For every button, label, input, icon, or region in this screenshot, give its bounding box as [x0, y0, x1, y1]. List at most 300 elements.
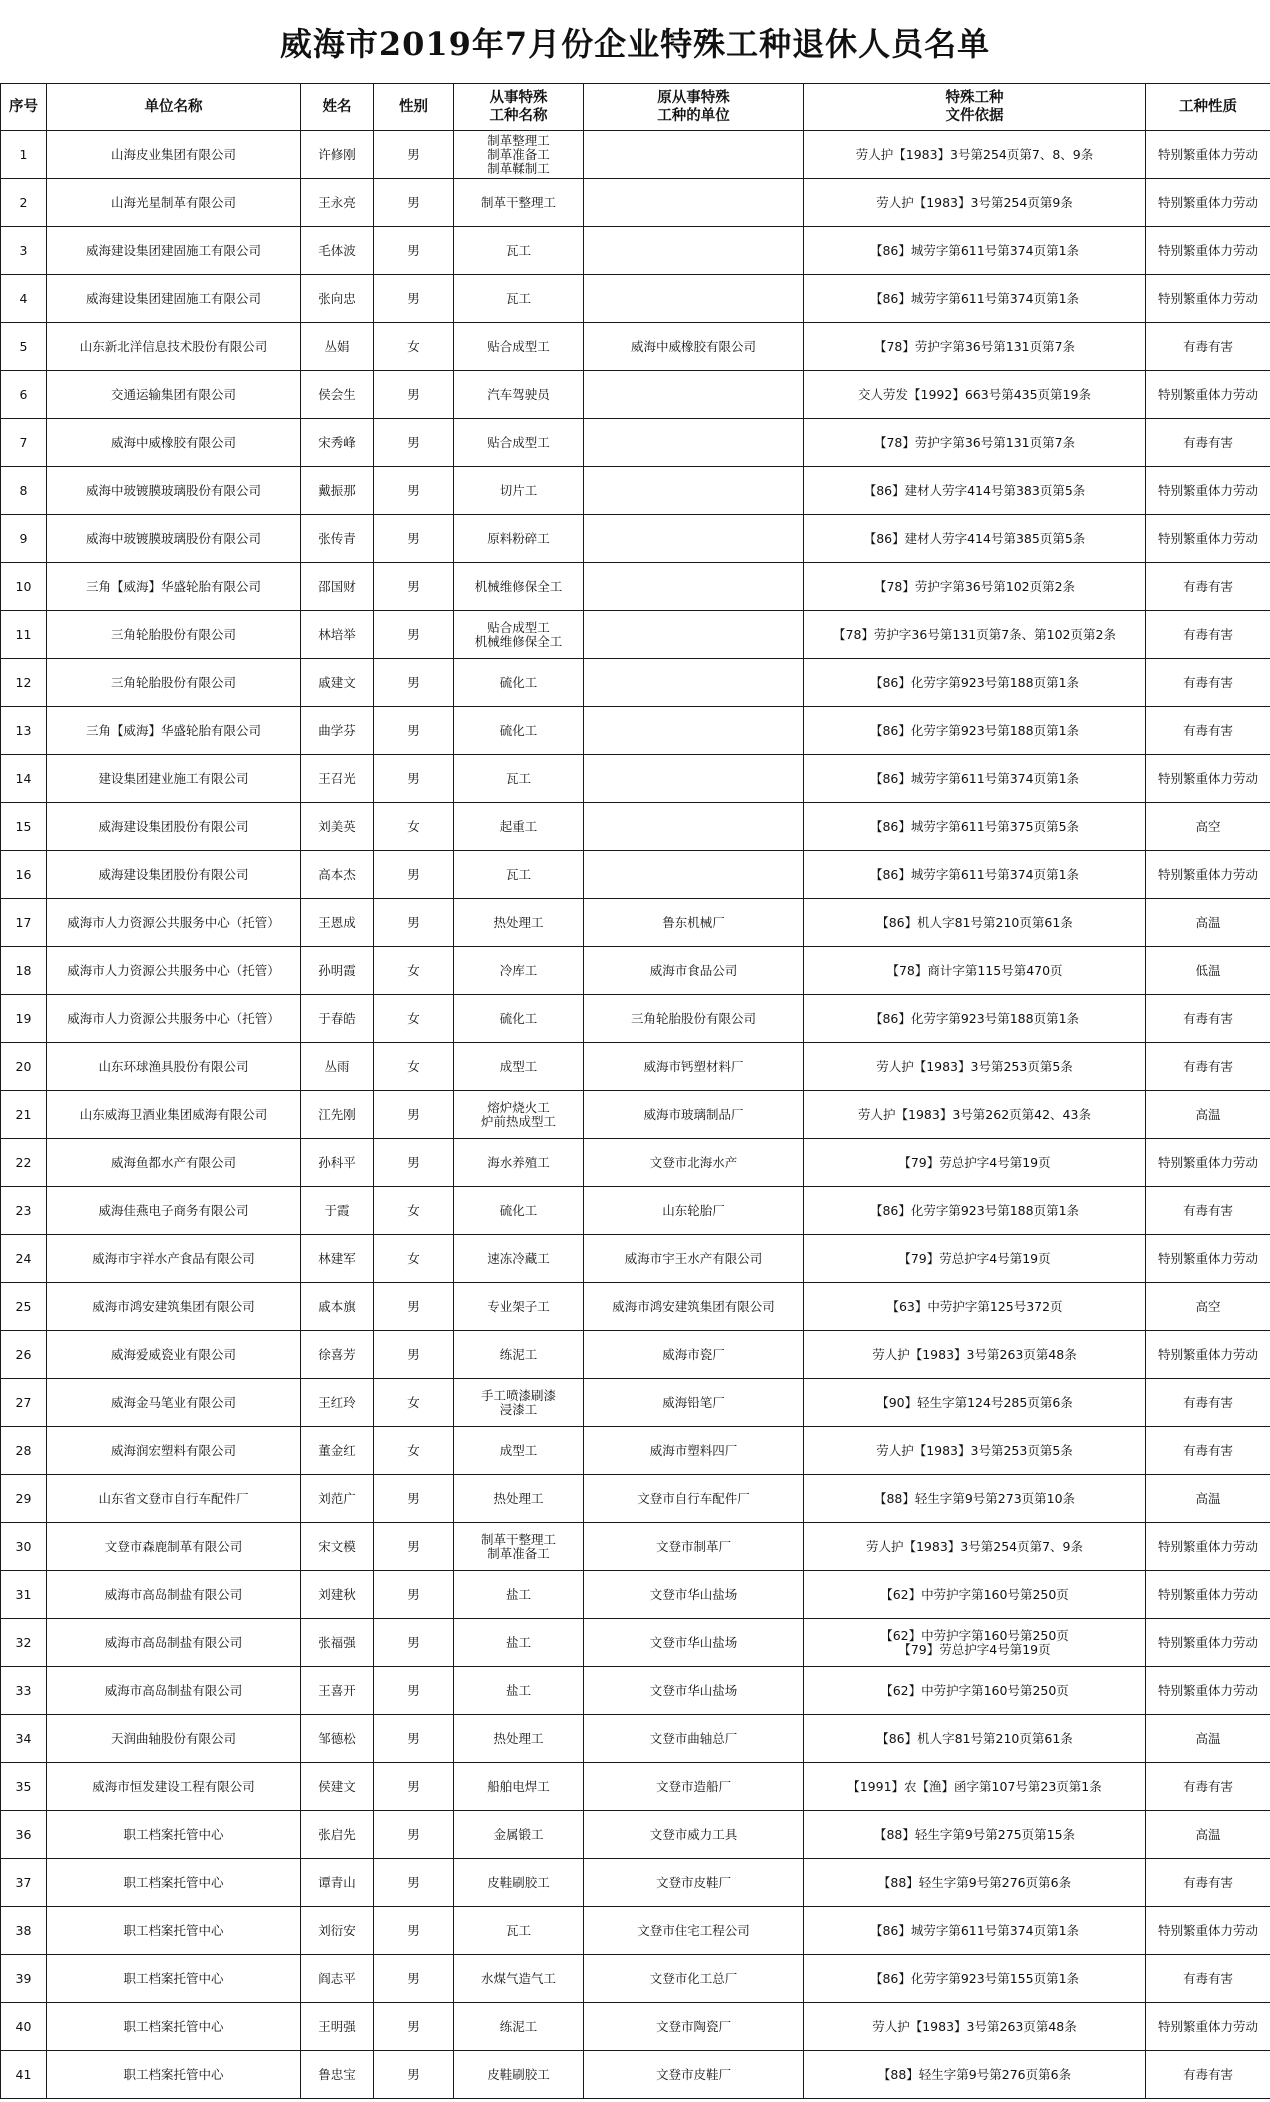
document-basis-cell [804, 371, 1146, 419]
job-name-cell [454, 371, 584, 419]
unit-name-cell [47, 1571, 301, 1619]
original-unit-cell [584, 707, 804, 755]
person-name-value: 刘衍安 [318, 1922, 356, 1938]
document-basis-value: 【79】劳总护字4号第19页 [898, 1250, 1051, 1266]
document-basis-cell [804, 611, 1146, 659]
gender-value: 男 [407, 290, 420, 306]
person-name-value: 丛娟 [324, 338, 350, 354]
gender-cell [374, 1667, 454, 1715]
index-cell [1, 467, 47, 515]
gender-value: 男 [407, 722, 420, 738]
original-unit-cell [584, 179, 804, 227]
original-unit-value: 文登市华山盐场 [649, 1682, 738, 1698]
document-basis-value: 劳人护【1983】3号第253页第5条 [876, 1442, 1073, 1458]
job-nature-cell [1146, 659, 1270, 707]
document-basis-value: 【86】化劳字第923号第188页第1条 [869, 722, 1080, 738]
job-nature-value: 有毒有害 [1182, 1394, 1233, 1410]
job-nature-value: 有毒有害 [1182, 1970, 1233, 1986]
job-name-cell [454, 275, 584, 323]
gender-value: 男 [407, 866, 420, 882]
table-row [1, 1715, 1270, 1763]
unit-name-value: 威海市高岛制盐有限公司 [104, 1634, 243, 1650]
gender-cell [374, 1955, 454, 2003]
job-name-cell [454, 1043, 584, 1091]
document-basis-cell [804, 947, 1146, 995]
job-nature-cell [1146, 1715, 1270, 1763]
job-nature-cell [1146, 947, 1270, 995]
job-nature-value: 高温 [1195, 1106, 1221, 1122]
document-basis-cell [804, 275, 1146, 323]
job-nature-cell [1146, 323, 1270, 371]
job-nature-value: 特别繁重体力劳动 [1157, 1250, 1258, 1266]
job-nature-value: 特别繁重体力劳动 [1157, 1346, 1258, 1362]
gender-value: 男 [407, 434, 420, 450]
original-unit-value: 威海市食品公司 [649, 962, 738, 978]
job-name-cell [454, 611, 584, 659]
job-nature-cell [1146, 563, 1270, 611]
document-basis-value: 劳人护【1983】3号第254页第7、8、9条 [855, 146, 1094, 162]
gender-value: 女 [407, 1058, 420, 1074]
header-row [1, 84, 1270, 131]
job-nature-cell [1146, 467, 1270, 515]
col-person-name-header-label: 姓名 [322, 99, 352, 115]
original-unit-cell [584, 1427, 804, 1475]
job-name-value: 硫化工 [499, 722, 538, 738]
index-value: 13 [15, 722, 32, 738]
unit-name-cell [47, 995, 301, 1043]
gender-value: 男 [407, 242, 420, 258]
original-unit-cell [584, 1763, 804, 1811]
index-cell [1, 227, 47, 275]
document-basis-cell [804, 1283, 1146, 1331]
person-name-cell [301, 1475, 374, 1523]
document-basis-value: 劳人护【1983】3号第262页第42、43条 [858, 1106, 1091, 1122]
original-unit-value: 山东轮胎厂 [662, 1202, 725, 1218]
job-name-value: 速冻冷藏工 [487, 1250, 550, 1266]
document-basis-value: 【86】城劳字第611号第374页第1条 [869, 242, 1080, 258]
gender-cell [374, 1715, 454, 1763]
document-basis-value: 劳人护【1983】3号第254页第9条 [876, 194, 1073, 210]
document-basis-cell [804, 323, 1146, 371]
table-row [1, 1379, 1270, 1427]
index-value: 16 [15, 866, 32, 882]
unit-name-cell [47, 803, 301, 851]
job-name-value: 制革整理工 制革准备工 制革鞣制工 [487, 132, 550, 176]
original-unit-value: 威海市玻璃制品厂 [643, 1106, 744, 1122]
unit-name-value: 职工档案托管中心 [123, 2066, 224, 2082]
job-name-cell [454, 467, 584, 515]
person-name-cell [301, 851, 374, 899]
unit-name-value: 威海爱威瓷业有限公司 [110, 1346, 236, 1362]
col-job-name-header-label: 从事特殊 工种名称 [489, 90, 548, 124]
original-unit-cell [584, 1331, 804, 1379]
job-nature-value: 有毒有害 [1182, 1058, 1233, 1074]
person-name-value: 宋秀峰 [318, 434, 356, 450]
table-row [1, 371, 1270, 419]
job-nature-value: 高温 [1195, 1730, 1221, 1746]
unit-name-cell [47, 1955, 301, 2003]
unit-name-cell [47, 1187, 301, 1235]
index-value: 10 [15, 578, 32, 594]
job-name-cell [454, 995, 584, 1043]
job-name-cell [454, 1859, 584, 1907]
document-basis-value: 【86】化劳字第923号第155页第1条 [869, 1970, 1080, 1986]
original-unit-value: 文登市自行车配件厂 [637, 1490, 750, 1506]
index-value: 32 [15, 1634, 32, 1650]
document-basis-value: 【62】中劳护字第160号第250页 [880, 1682, 1069, 1698]
index-cell [1, 1187, 47, 1235]
original-unit-cell [584, 1187, 804, 1235]
unit-name-value: 威海市鸿安建筑集团有限公司 [92, 1298, 255, 1314]
job-name-value: 硫化工 [499, 1010, 538, 1026]
job-nature-value: 特别繁重体力劳动 [1157, 1634, 1258, 1650]
index-value: 41 [15, 2066, 32, 2082]
index-value: 22 [15, 1154, 32, 1170]
gender-cell [374, 467, 454, 515]
job-nature-value: 有毒有害 [1182, 1778, 1233, 1794]
person-name-cell [301, 947, 374, 995]
job-name-value: 起重工 [499, 818, 538, 834]
person-name-value: 张向忠 [318, 290, 356, 306]
person-name-cell [301, 995, 374, 1043]
gender-cell [374, 275, 454, 323]
document-basis-cell [804, 1619, 1146, 1667]
job-name-cell [454, 1619, 584, 1667]
unit-name-value: 三角【威海】华盛轮胎有限公司 [85, 578, 261, 594]
job-name-value: 贴合成型工 机械维修保全工 [474, 619, 563, 649]
gender-value: 男 [407, 914, 420, 930]
index-cell [1, 1571, 47, 1619]
index-value: 26 [15, 1346, 32, 1362]
job-nature-value: 特别繁重体力劳动 [1157, 242, 1258, 258]
original-unit-value: 三角轮胎股份有限公司 [630, 1010, 756, 1026]
gender-cell [374, 947, 454, 995]
original-unit-cell [584, 1667, 804, 1715]
unit-name-cell [47, 1859, 301, 1907]
job-nature-value: 有毒有害 [1182, 674, 1233, 690]
job-name-value: 熔炉烧火工 炉前热成型工 [480, 1099, 556, 1129]
table-row [1, 1619, 1270, 1667]
job-name-value: 成型工 [499, 1058, 538, 1074]
index-cell [1, 851, 47, 899]
gender-value: 男 [407, 1970, 420, 1986]
index-cell [1, 515, 47, 563]
original-unit-value: 文登市华山盐场 [649, 1586, 738, 1602]
person-name-value: 邹德松 [318, 1730, 356, 1746]
document-basis-value: 【78】劳护字第36号第131页第7条 [873, 434, 1076, 450]
person-name-cell [301, 1907, 374, 1955]
gender-cell [374, 1331, 454, 1379]
document-basis-value: 【86】建材人劳字414号第383页第5条 [863, 482, 1086, 498]
job-nature-cell [1146, 419, 1270, 467]
document-basis-cell [804, 755, 1146, 803]
gender-cell [374, 1043, 454, 1091]
table-row [1, 1475, 1270, 1523]
job-name-cell [454, 1475, 584, 1523]
job-name-cell [454, 1763, 584, 1811]
unit-name-cell [47, 1427, 301, 1475]
index-cell [1, 1139, 47, 1187]
original-unit-cell [584, 2051, 804, 2099]
document-basis-value: 【88】轻生字第9号第276页第6条 [877, 2066, 1072, 2082]
gender-value: 男 [407, 674, 420, 690]
gender-cell [374, 227, 454, 275]
job-name-value: 盐工 [505, 1586, 531, 1602]
col-job-nature-header-label: 工种性质 [1179, 99, 1237, 115]
job-nature-value: 特别繁重体力劳动 [1157, 530, 1258, 546]
table-row [1, 2003, 1270, 2051]
job-nature-value: 有毒有害 [1182, 722, 1233, 738]
document-basis-cell [804, 1715, 1146, 1763]
gender-value: 男 [407, 770, 420, 786]
job-name-value: 瓦工 [505, 242, 531, 258]
index-value: 28 [15, 1442, 32, 1458]
job-nature-cell [1146, 1235, 1270, 1283]
original-unit-cell [584, 1139, 804, 1187]
table-row [1, 1427, 1270, 1475]
original-unit-value: 文登市皮鞋厂 [655, 2066, 731, 2082]
unit-name-value: 威海建设集团建固施工有限公司 [85, 242, 261, 258]
job-name-value: 制革干整理工 制革准备工 [480, 1531, 556, 1561]
job-name-cell [454, 1955, 584, 2003]
person-name-cell [301, 1859, 374, 1907]
index-cell [1, 995, 47, 1043]
original-unit-cell [584, 1475, 804, 1523]
table-row [1, 131, 1270, 179]
job-nature-value: 有毒有害 [1182, 1442, 1233, 1458]
table-row [1, 1139, 1270, 1187]
job-name-cell [454, 1907, 584, 1955]
original-unit-value: 文登市华山盐场 [649, 1634, 738, 1650]
gender-cell [374, 1619, 454, 1667]
index-cell [1, 1859, 47, 1907]
original-unit-cell [584, 1043, 804, 1091]
gender-value: 男 [407, 1826, 420, 1842]
person-name-cell [301, 2003, 374, 2051]
job-name-value: 瓦工 [505, 770, 531, 786]
gender-value: 女 [407, 1394, 420, 1410]
job-name-value: 海水养殖工 [487, 1154, 550, 1170]
person-name-cell [301, 1955, 374, 2003]
gender-cell [374, 515, 454, 563]
gender-cell [374, 1859, 454, 1907]
job-nature-value: 高空 [1195, 818, 1221, 834]
job-name-cell [454, 1715, 584, 1763]
unit-name-value: 职工档案托管中心 [123, 1874, 224, 1890]
job-nature-value: 特别繁重体力劳动 [1157, 770, 1258, 786]
person-name-cell [301, 899, 374, 947]
gender-cell [374, 2051, 454, 2099]
job-nature-value: 有毒有害 [1182, 578, 1233, 594]
index-cell [1, 371, 47, 419]
table-row [1, 1283, 1270, 1331]
unit-name-cell [47, 1763, 301, 1811]
person-name-value: 高本杰 [318, 866, 356, 882]
document-basis-value: 【86】化劳字第923号第188页第1条 [869, 1010, 1080, 1026]
index-cell [1, 323, 47, 371]
job-name-value: 练泥工 [499, 2018, 538, 2034]
job-name-value: 瓦工 [505, 866, 531, 882]
person-name-value: 侯建文 [318, 1778, 356, 1794]
person-name-cell [301, 1235, 374, 1283]
document-basis-value: 【78】劳护字36号第131页第7条、第102页第2条 [833, 626, 1116, 642]
table-row [1, 323, 1270, 371]
document-basis-cell [804, 515, 1146, 563]
original-unit-value: 鲁东机械厂 [662, 914, 725, 930]
document-basis-value: 劳人护【1983】3号第253页第5条 [876, 1058, 1073, 1074]
job-nature-cell [1146, 1523, 1270, 1571]
index-cell [1, 1331, 47, 1379]
gender-value: 男 [407, 194, 420, 210]
job-name-value: 机械维修保全工 [474, 578, 563, 594]
job-name-cell [454, 755, 584, 803]
job-name-cell [454, 515, 584, 563]
document-basis-cell [804, 1379, 1146, 1427]
job-name-cell [454, 803, 584, 851]
original-unit-cell [584, 1283, 804, 1331]
col-unit-name-header-label: 单位名称 [144, 99, 203, 115]
person-name-value: 于春皓 [318, 1010, 356, 1026]
gender-value: 男 [407, 578, 420, 594]
original-unit-cell [584, 1523, 804, 1571]
unit-name-value: 职工档案托管中心 [123, 1970, 224, 1986]
document-basis-cell [804, 1475, 1146, 1523]
index-cell [1, 563, 47, 611]
gender-value: 男 [407, 530, 420, 546]
table-row [1, 1331, 1270, 1379]
job-name-value: 船舶电焊工 [487, 1778, 550, 1794]
job-nature-cell [1146, 1571, 1270, 1619]
document-basis-cell [804, 2051, 1146, 2099]
document-basis-cell [804, 1859, 1146, 1907]
person-name-value: 侯会生 [318, 386, 356, 402]
unit-name-value: 职工档案托管中心 [123, 2018, 224, 2034]
job-nature-value: 有毒有害 [1182, 2066, 1233, 2082]
gender-cell [374, 1763, 454, 1811]
job-name-value: 汽车驾驶员 [487, 386, 550, 402]
job-nature-value: 有毒有害 [1182, 1010, 1233, 1026]
document-basis-value: 【86】城劳字第611号第374页第1条 [869, 770, 1080, 786]
gender-value: 女 [407, 338, 420, 354]
document-basis-value: 【86】化劳字第923号第188页第1条 [869, 1202, 1080, 1218]
document-basis-cell [804, 1763, 1146, 1811]
job-nature-value: 特别繁重体力劳动 [1157, 146, 1258, 162]
gender-value: 男 [407, 386, 420, 402]
table-body [1, 131, 1270, 2099]
document-basis-cell [804, 899, 1146, 947]
index-value: 21 [15, 1106, 32, 1122]
gender-value: 男 [407, 1586, 420, 1602]
person-name-value: 戚建文 [318, 674, 356, 690]
retiree-table [0, 83, 1270, 2099]
gender-value: 女 [407, 1202, 420, 1218]
job-name-cell [454, 1427, 584, 1475]
gender-value: 男 [407, 1922, 420, 1938]
col-gender-header [374, 84, 454, 131]
gender-cell [374, 1283, 454, 1331]
gender-cell [374, 371, 454, 419]
document-basis-value: 劳人护【1983】3号第254页第7、9条 [865, 1538, 1084, 1554]
gender-cell [374, 1427, 454, 1475]
index-cell [1, 1619, 47, 1667]
index-value: 27 [15, 1394, 32, 1410]
unit-name-cell [47, 1667, 301, 1715]
original-unit-cell [584, 563, 804, 611]
original-unit-value: 文登市制革厂 [655, 1538, 731, 1554]
person-name-value: 王召光 [318, 770, 356, 786]
original-unit-value: 文登市陶瓷厂 [655, 2018, 731, 2034]
index-value: 39 [15, 1970, 32, 1986]
job-nature-cell [1146, 1427, 1270, 1475]
person-name-cell [301, 659, 374, 707]
person-name-cell [301, 1571, 374, 1619]
original-unit-cell [584, 2003, 804, 2051]
index-value: 9 [19, 530, 28, 546]
gender-value: 女 [407, 818, 420, 834]
job-nature-value: 特别繁重体力劳动 [1157, 290, 1258, 306]
person-name-value: 张启先 [318, 1826, 356, 1842]
person-name-cell [301, 803, 374, 851]
original-unit-value: 威海市鸿安建筑集团有限公司 [612, 1298, 775, 1314]
gender-value: 男 [407, 1730, 420, 1746]
index-value: 17 [15, 914, 32, 930]
gender-cell [374, 179, 454, 227]
original-unit-cell [584, 803, 804, 851]
job-name-value: 热处理工 [493, 914, 544, 930]
original-unit-cell [584, 851, 804, 899]
job-name-value: 练泥工 [499, 1346, 538, 1362]
unit-name-cell [47, 1043, 301, 1091]
job-nature-value: 有毒有害 [1182, 1202, 1233, 1218]
index-cell [1, 755, 47, 803]
job-nature-cell [1146, 1139, 1270, 1187]
index-value: 3 [19, 242, 28, 258]
unit-name-cell [47, 2003, 301, 2051]
person-name-cell [301, 1811, 374, 1859]
person-name-cell [301, 1187, 374, 1235]
job-nature-cell [1146, 371, 1270, 419]
table-row [1, 1763, 1270, 1811]
unit-name-value: 威海润宏塑料有限公司 [110, 1442, 236, 1458]
person-name-value: 谭青山 [318, 1874, 356, 1890]
unit-name-cell [47, 131, 301, 179]
gender-cell [374, 563, 454, 611]
original-unit-cell [584, 1811, 804, 1859]
gender-value: 男 [407, 482, 420, 498]
index-cell [1, 899, 47, 947]
gender-cell [374, 1475, 454, 1523]
person-name-cell [301, 515, 374, 563]
table-row [1, 1043, 1270, 1091]
gender-value: 男 [407, 626, 420, 642]
unit-name-value: 三角轮胎股份有限公司 [110, 674, 236, 690]
original-unit-cell [584, 1907, 804, 1955]
table-row [1, 1523, 1270, 1571]
job-nature-value: 特别繁重体力劳动 [1157, 1586, 1258, 1602]
unit-name-cell [47, 1331, 301, 1379]
original-unit-cell [584, 1379, 804, 1427]
gender-cell [374, 419, 454, 467]
job-name-cell [454, 1235, 584, 1283]
unit-name-cell [47, 515, 301, 563]
document-basis-cell [804, 179, 1146, 227]
original-unit-value: 文登市皮鞋厂 [655, 1874, 731, 1890]
original-unit-cell [584, 611, 804, 659]
gender-value: 男 [407, 1346, 420, 1362]
document-basis-value: 【88】轻生字第9号第273页第10条 [873, 1490, 1076, 1506]
unit-name-cell [47, 1619, 301, 1667]
index-cell [1, 1475, 47, 1523]
